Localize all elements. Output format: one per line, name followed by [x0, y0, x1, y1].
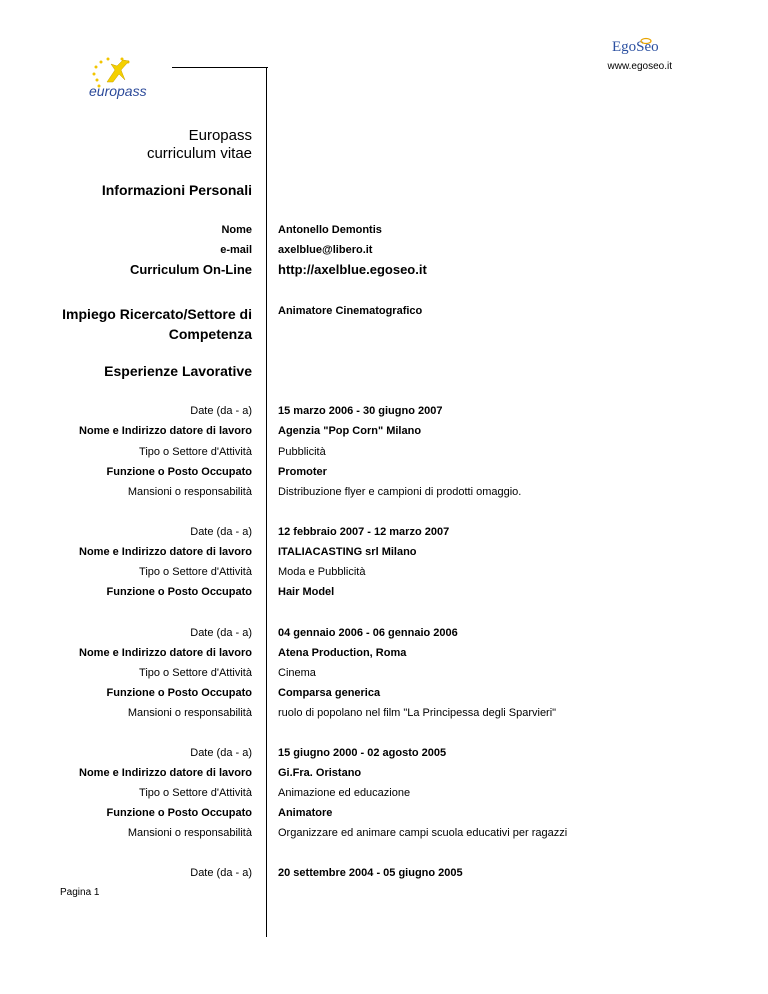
europass-logo	[77, 52, 172, 102]
email-label: e-mail	[220, 244, 252, 256]
entry-4-role-label: Funzione o Posto Occupato	[106, 807, 252, 819]
entry-3-duties: ruolo di popolano nel film "La Principessa degli Sparvieri"	[278, 707, 557, 719]
job-sought-value: Animatore Cinematografico	[278, 305, 423, 317]
entry-2-role: Hair Model	[278, 586, 335, 598]
entry-4-duties-label: Mansioni o responsabilità	[127, 827, 252, 839]
column-divider	[266, 67, 267, 937]
entry-2-sector-label: Tipo o Settore d'Attività	[139, 566, 252, 578]
entry-1-role: Promoter	[278, 466, 327, 478]
entry-1-employer: Agenzia "Pop Corn" Milano	[278, 425, 422, 437]
name-label: Nome	[221, 224, 252, 236]
entry-1-date-label: Date (da - a)	[190, 405, 252, 417]
entry-3-employer-label: Nome e Indirizzo datore di lavoro	[79, 647, 252, 659]
entry-3-employer: Atena Production, Roma	[278, 647, 407, 659]
entry-1-duties: Distribuzione flyer e campioni di prodotti omaggio.	[278, 486, 522, 498]
cv-title-line1: Europass	[188, 127, 252, 144]
entry-5-date-label: Date (da - a)	[190, 867, 252, 879]
entry-1-sector: Pubblicità	[278, 446, 326, 458]
entry-4-sector-label: Tipo o Settore d'Attività	[139, 787, 252, 799]
entry-3-sector: Cinema	[278, 667, 316, 679]
cv-online-link[interactable]: http://axelblue.egoseo.it	[278, 262, 427, 277]
job-sought-label-line1: Impiego Ricercato/Settore di	[62, 306, 252, 322]
entry-3-date-label: Date (da - a)	[190, 627, 252, 639]
entry-4-employer-label: Nome e Indirizzo datore di lavoro	[79, 767, 252, 779]
entry-5-date: 20 settembre 2004 - 05 giugno 2005	[278, 867, 463, 879]
europass-logo-text: europass	[89, 83, 147, 99]
entry-2-date: 12 febbraio 2007 - 12 marzo 2007	[278, 526, 450, 538]
entry-2-employer-label: Nome e Indirizzo datore di lavoro	[79, 546, 252, 558]
entry-1-employer-label: Nome e Indirizzo datore di lavoro	[79, 425, 252, 437]
entry-2-role-label: Funzione o Posto Occupato	[106, 586, 252, 598]
entry-3-duties-label: Mansioni o responsabilità	[127, 707, 252, 719]
job-sought-label	[20, 304, 252, 344]
entry-4-role: Animatore	[278, 807, 333, 819]
entry-2-sector: Moda e Pubblicità	[278, 566, 366, 578]
entry-4-sector: Animazione ed educazione	[278, 787, 411, 799]
cv-online-label: Curriculum On-Line	[129, 262, 252, 277]
name-value: Antonello Demontis	[278, 224, 382, 236]
entry-3-role: Comparsa generica	[278, 687, 381, 699]
entry-4-duties: Organizzare ed animare campi scuola educativi per ragazzi	[278, 827, 568, 839]
egoseo-logo-text: EgoSeo	[612, 39, 659, 55]
cv-title	[60, 127, 252, 163]
entry-2-employer: ITALIACASTING srl Milano	[278, 546, 417, 558]
job-sought-label-line2: Competenza	[168, 326, 252, 342]
entry-3-date: 04 gennaio 2006 - 06 gennaio 2006	[278, 627, 458, 639]
entry-1-role-label: Funzione o Posto Occupato	[106, 466, 252, 478]
entry-3-role-label: Funzione o Posto Occupato	[106, 687, 252, 699]
egoseo-logo	[610, 36, 674, 56]
section-personal-heading: Informazioni Personali	[101, 182, 252, 198]
page-number: Pagina 1	[60, 887, 100, 898]
section-experience-heading: Esperienze Lavorative	[104, 363, 252, 379]
egoseo-url[interactable]: www.egoseo.it	[607, 61, 672, 72]
entry-4-date-label: Date (da - a)	[190, 747, 252, 759]
entry-4-date: 15 giugno 2000 - 02 agosto 2005	[278, 747, 447, 759]
entry-4-employer: Gi.Fra. Oristano	[278, 767, 362, 779]
entry-1-date: 15 marzo 2006 - 30 giugno 2007	[278, 405, 443, 417]
entry-1-duties-label: Mansioni o responsabilità	[127, 486, 252, 498]
header-rule	[172, 67, 268, 68]
email-value[interactable]: axelblue@libero.it	[278, 244, 373, 256]
entry-2-date-label: Date (da - a)	[190, 526, 252, 538]
entry-3-sector-label: Tipo o Settore d'Attività	[139, 667, 252, 679]
cv-title-line2: curriculum vitae	[146, 145, 252, 162]
entry-1-sector-label: Tipo o Settore d'Attività	[139, 446, 252, 458]
